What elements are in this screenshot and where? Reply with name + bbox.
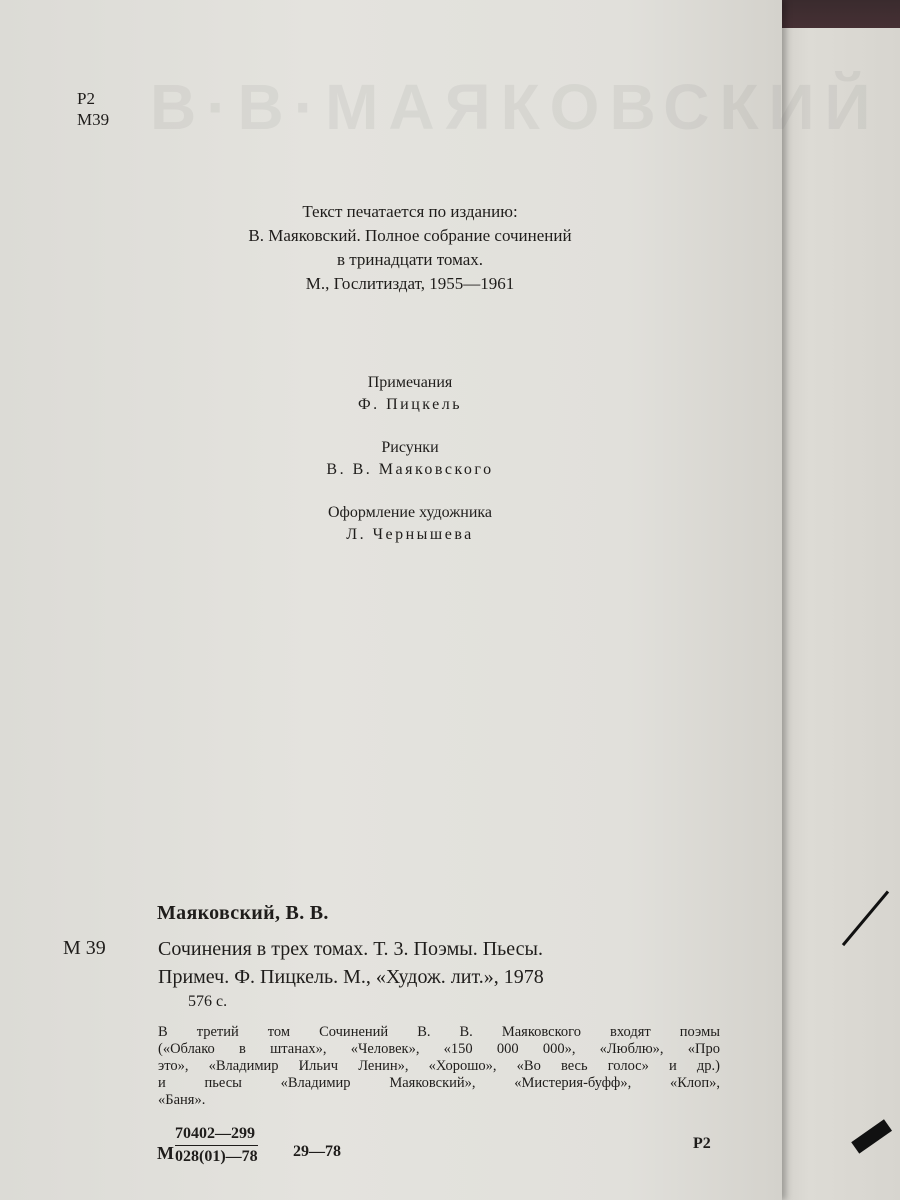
page-count: 576 с. bbox=[188, 993, 228, 1010]
index-denominator: 028(01)—78 bbox=[175, 1148, 258, 1165]
classification-code-bottom: Р2 bbox=[693, 1135, 711, 1152]
catalog-author: Маяковский, В. В. bbox=[157, 902, 329, 924]
credit-name: Ф. Пицкель bbox=[357, 396, 463, 413]
index-letter: М bbox=[157, 1143, 174, 1163]
catalog-shelf-code: М 39 bbox=[63, 937, 106, 959]
author-mark: М39 bbox=[77, 110, 110, 129]
catalog-description bbox=[158, 935, 544, 991]
show-through-text: В·В·МАЯКОВСКИЙ bbox=[150, 71, 881, 143]
source-edition-note bbox=[160, 200, 660, 296]
credit-name: В. В. Маяковского bbox=[326, 461, 494, 478]
index-numerator: 70402—299 bbox=[175, 1125, 258, 1146]
description-line: Сочинения в трех томах. Т. 3. Поэмы. Пьесы. bbox=[158, 938, 543, 960]
adjacent-page-mark bbox=[842, 891, 889, 947]
credit-name: Л. Чернышева bbox=[346, 526, 474, 543]
imprint-line: В. Маяковский. Полное собрание сочинений bbox=[248, 226, 572, 245]
imprint-line: Текст печатается по изданию: bbox=[302, 202, 518, 221]
drawings-credit bbox=[160, 437, 660, 481]
annotation-line: В третий том Сочинений В. В. Маяковского входят поэмы bbox=[158, 1024, 720, 1040]
catalog-annotation bbox=[158, 1024, 720, 1109]
annotation-line: «Баня». bbox=[158, 1092, 206, 1108]
credit-label: Рисунки bbox=[381, 439, 439, 456]
description-line: Примеч. Ф. Пицкель. М., «Худож. лит.», 1978 bbox=[158, 966, 544, 988]
design-credit bbox=[160, 502, 660, 546]
annotation-line: это», «Владимир Ильич Ленин», «Хорошо», «Во весь голос» и др.) bbox=[158, 1058, 720, 1074]
index-suffix: 29—78 bbox=[293, 1143, 341, 1160]
imprint-line: в тринадцати томах. bbox=[336, 250, 484, 269]
annotation-line: и пьесы «Владимир Маяковский», «Мистерия-буфф», «Клоп», bbox=[158, 1075, 720, 1091]
adjacent-page-edge bbox=[770, 28, 900, 1200]
index-fraction bbox=[175, 1125, 258, 1166]
imprint-line: М., Гослитиздат, 1955—1961 bbox=[305, 274, 515, 293]
credit-label: Оформление художника bbox=[327, 504, 493, 521]
adjacent-page-mark bbox=[851, 1119, 892, 1153]
credit-label: Примечания bbox=[367, 374, 453, 391]
classification-code: Р2 bbox=[77, 89, 95, 108]
notes-credit bbox=[160, 372, 660, 416]
annotation-line: («Облако в штанах», «Человек», «150 000 000», «Люблю», «Про bbox=[158, 1041, 720, 1057]
